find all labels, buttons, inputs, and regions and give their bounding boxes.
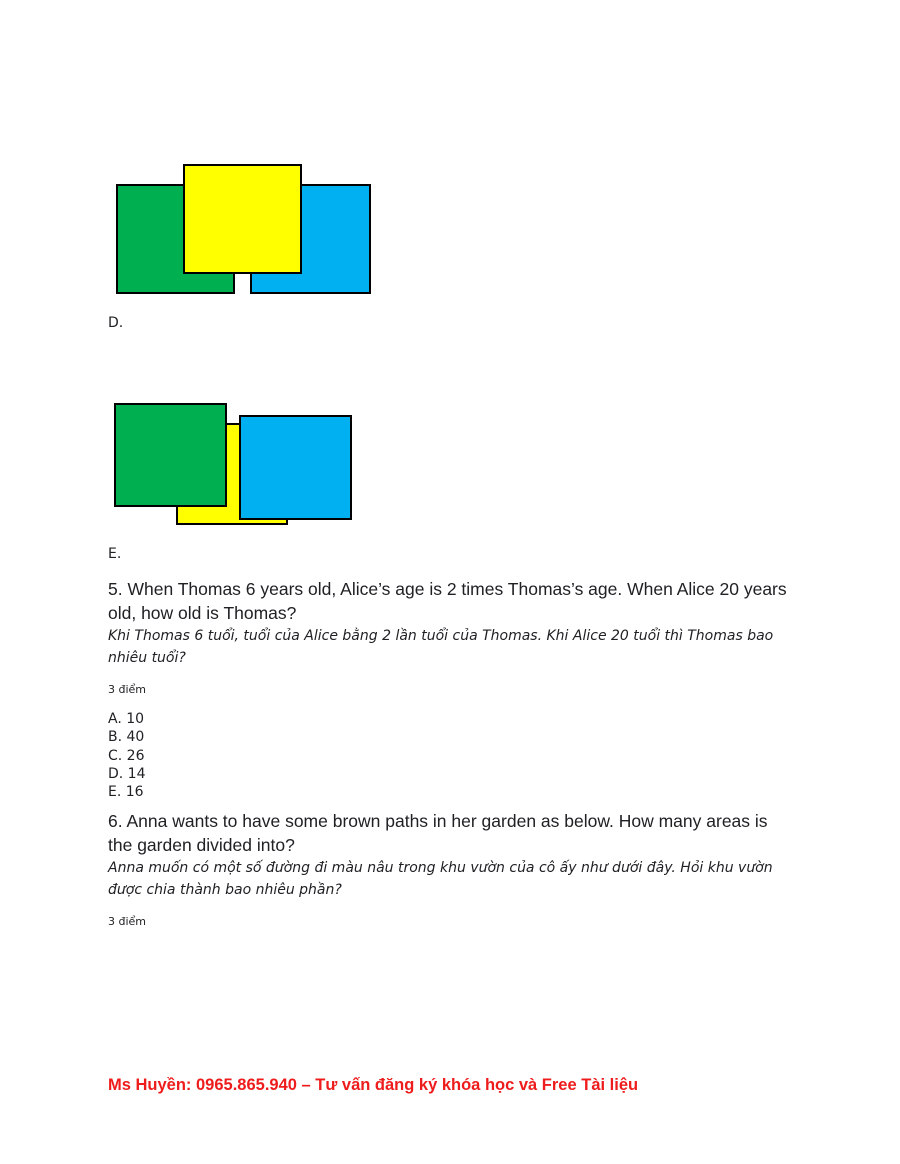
option-e-label: E. [108, 546, 122, 562]
question-6-points: 3 điểm [108, 915, 147, 928]
footer-contact: Ms Huyền: 0965.865.940 – Tư vấn đăng ký khóa học và Free Tài liệu [108, 1076, 639, 1094]
answer-e[interactable]: E. 16 [108, 784, 144, 801]
question-5 [108, 577, 788, 801]
question-6-text-vi: Anna muốn có một số đường đi màu nâu trong khu vườn của cô ấy như dưới đây. Hỏi khu vườn được chia thành bao nhiêu phần? [108, 860, 773, 898]
question-5-points: 3 điểm [108, 683, 147, 696]
blue-square [240, 416, 351, 519]
question-5-text-en: 5. When Thomas 6 years old, Alice’s age is 2 times Thomas’s age. When Alice 20 years old, how old is Thomas? [108, 579, 787, 623]
answer-c[interactable]: C. 26 [108, 747, 145, 764]
question-5-text-vi: Khi Thomas 6 tuổi, tuổi của Alice bằng 2 lần tuổi của Thomas. Khi Alice 20 tuổi thì Thomas bao nhiêu tuổi? [108, 628, 774, 666]
figure-option-c-squares [108, 163, 374, 297]
answer-a[interactable]: A. 10 [108, 711, 145, 727]
option-d-label: D. [108, 315, 124, 331]
figure-option-d-squares [108, 402, 358, 528]
question-5-answers [108, 710, 788, 801]
answer-b[interactable]: B. 40 [108, 729, 145, 746]
question-6-text-en: 6. Anna wants to have some brown paths in her garden as below. How many areas is the garden divided into? [108, 811, 768, 855]
question-6 [108, 809, 788, 928]
answer-d[interactable]: D. 14 [108, 765, 146, 782]
green-square [115, 404, 226, 506]
yellow-square [184, 165, 301, 273]
